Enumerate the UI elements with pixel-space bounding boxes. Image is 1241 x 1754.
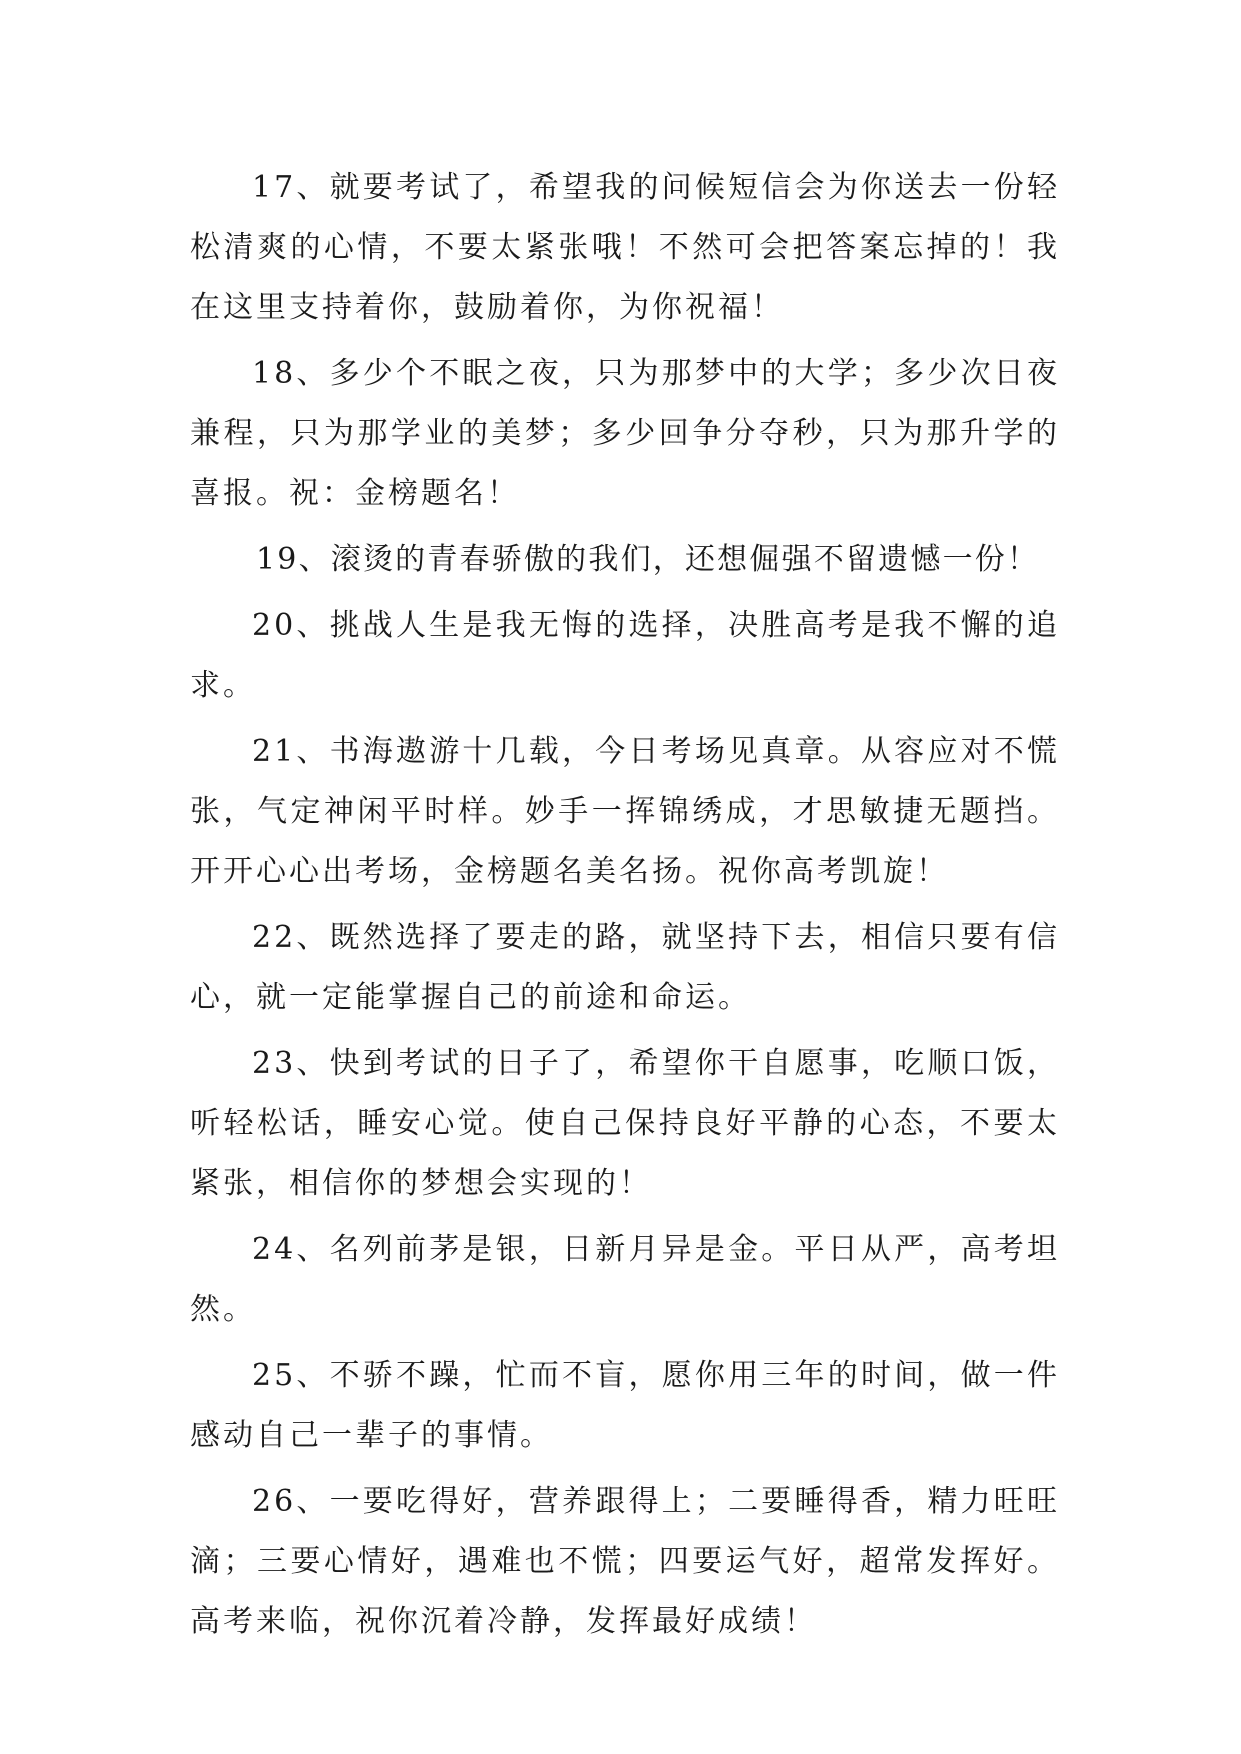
document-body [190, 158, 1060, 1658]
paragraph-21: 21、书海遨游十几载，今日考场见真章。从容应对不慌张，气定神闲平时样。妙手一挥锦绣成，才思敏捷无题挡。开开心心出考场，金榜题名美名扬。祝你高考凯旋！ [190, 734, 1060, 889]
paragraph-25: 25、不骄不躁，忙而不盲，愿你用三年的时间，做一件感动自己一辈子的事情。 [190, 1358, 1060, 1453]
paragraph-22: 22、既然选择了要走的路，就坚持下去，相信只要有信心，就一定能掌握自己的前途和命运。 [190, 920, 1060, 1015]
paragraph-19: 19、滚烫的青春骄傲的我们，还想倔强不留遗憾一份！ [256, 542, 1040, 577]
paragraph-24: 24、名列前茅是银，日新月异是金。平日从严，高考坦然。 [190, 1232, 1060, 1327]
paragraph-18: 18、多少个不眠之夜，只为那梦中的大学；多少次日夜兼程，只为那学业的美梦；多少回争分夺秒，只为那升学的喜报。祝：金榜题名！ [190, 356, 1060, 511]
paragraph-20: 20、挑战人生是我无悔的选择，决胜高考是我不懈的追求。 [190, 608, 1060, 703]
paragraph-23: 23、快到考试的日子了，希望你干自愿事，吃顺口饭，听轻松话，睡安心觉。使自己保持良好平静的心态，不要太紧张，相信你的梦想会实现的！ [190, 1046, 1060, 1201]
paragraph-26: 26、一要吃得好，营养跟得上；二要睡得香，精力旺旺滴；三要心情好，遇难也不慌；四要运气好，超常发挥好。高考来临，祝你沉着冷静，发挥最好成绩！ [190, 1484, 1060, 1639]
paragraph-17: 17、就要考试了，希望我的问候短信会为你送去一份轻松清爽的心情，不要太紧张哦！不然可会把答案忘掉的！我在这里支持着你，鼓励着你，为你祝福！ [190, 170, 1060, 325]
